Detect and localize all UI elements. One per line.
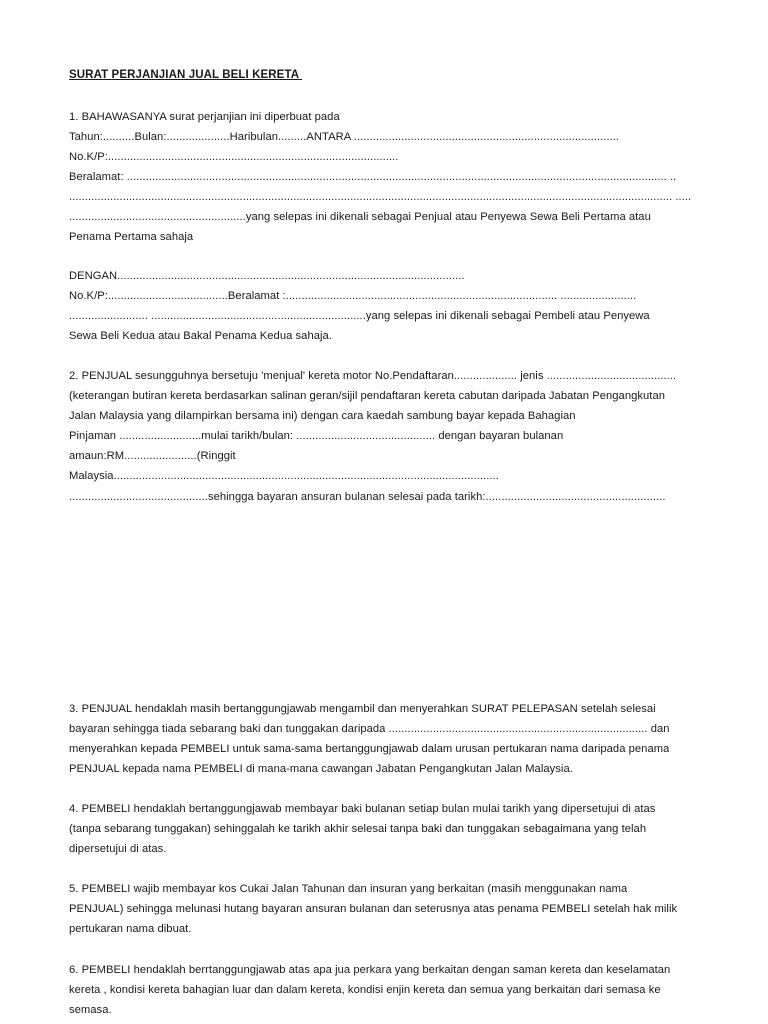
dengan-line-3: ......................... ....................................................................yang selepas ini dikenali sebagai Pembeli atau Penyewa bbox=[69, 310, 650, 322]
clause-5-line-3: pertukaran nama dibuat. bbox=[69, 923, 192, 935]
document-title: SURAT PERJANJIAN JUAL BELI KERETA bbox=[69, 69, 303, 81]
clause-5-line-2: PENJUAL) sehingga melunasi hutang bayaran ansuran bulanan dan seterusnya atas penama PEMBELI setelah hak milik bbox=[69, 903, 678, 915]
clause-1-line-5: ............................................................................................................................................................................................... ..... bbox=[69, 191, 692, 203]
clause-2-line-4: Pinjaman ..........................mulai tarikh/bulan: ............................................ dengan bayaran bulanan bbox=[69, 430, 564, 442]
clause-1-line-4: Beralamat: ........................................................................................................................................................................... .. bbox=[69, 171, 677, 183]
clause-4-line-2: (tanpa sebarang tunggakan) sehinggalah ke tarikh akhir selesai tanpa baki dan tunggakan sebagaimana yang telah bbox=[69, 823, 647, 835]
dengan-line-1: DENGAN.............................................................................................................. bbox=[69, 270, 465, 282]
clause-6-line-2: kereta , kondisi kereta bahagian luar dan dalam kereta, kondisi enjin kereta dan semua yang berkaitan dari semasa ke bbox=[69, 984, 661, 996]
clause-1-line-1: 1. BAHAWASANYA surat perjanjian ini diperbuat pada bbox=[69, 111, 340, 123]
clause-2-line-3: Jalan Malaysia yang dilampirkan bersama ini) dengan cara kaedah sambung bayar kepada Bahagian bbox=[69, 410, 576, 422]
clause-2-line-1: 2. PENJUAL sesungguhnya bersetuju 'menjual' kereta motor No.Pendaftaran.................... jenis ......................................... bbox=[69, 370, 677, 382]
clause-1-line-7: Penama Pertama sahaja bbox=[69, 231, 194, 243]
clause-2-line-7: ............................................sehingga bayaran ansuran bulanan selesai pada tarikh:......................................................... bbox=[69, 491, 666, 503]
dengan-line-2: No.K/P:......................................Beralamat :...................................................................................... ........................ bbox=[69, 290, 637, 302]
clause-6-line-3: semasa. bbox=[69, 1004, 112, 1016]
clause-6-line-1: 6. PEMBELI hendaklah berrtanggungjawab atas apa jua perkara yang berkaitan dengan saman kereta dan keselamatan bbox=[69, 964, 671, 976]
clause-2-line-6: Malaysia.......................................................................................................................... bbox=[69, 470, 499, 482]
clause-5-line-1: 5. PEMBELI wajib membayar kos Cukai Jalan Tahunan dan insuran yang berkaitan (masih menggunakan nama bbox=[69, 883, 628, 895]
clause-4-line-3: dipersetujui di atas. bbox=[69, 843, 167, 855]
clause-2-line-2: (keterangan butiran kereta berdasarkan salinan geran/sijil pendaftaran kereta cabutan daripada Jabatan Pengangkutan bbox=[69, 390, 665, 402]
clause-3-line-3: menyerahkan kepada PEMBELI untuk sama-sama bertanggungjawab dalam urusan pertukaran nama daripada penama bbox=[69, 743, 670, 755]
clause-1-line-3: No.K/P:............................................................................................ bbox=[69, 151, 399, 163]
clause-4-line-1: 4. PEMBELI hendaklah bertanggungjawab membayar baki bulanan setiap bulan mulai tarikh yang dipersetujui di atas bbox=[69, 803, 656, 815]
clause-3-line-2: bayaran sehingga tiada sebarang baki dan tunggakan daripada .................................................................................. dan bbox=[69, 723, 670, 735]
dengan-line-4: Sewa Beli Kedua atau Bakal Penama Kedua sahaja. bbox=[69, 330, 332, 342]
clause-3-line-4: PENJUAL kepada nama PEMBELI di mana-mana cawangan Jabatan Pengangkutan Jalan Malaysia. bbox=[69, 763, 573, 775]
clause-1-line-6: ........................................................yang selepas ini dikenali sebagai Penjual atau Penyewa Sewa Beli Pertama atau bbox=[69, 211, 651, 223]
clause-1-line-2: Tahun:..........Bulan:....................Haribulan.........ANTARA .................................................................................... bbox=[69, 131, 620, 143]
clause-3-line-1: 3. PENJUAL hendaklah masih bertanggungjawab mengambil dan menyerahkan SURAT PELEPASAN setelah selesai bbox=[69, 703, 656, 715]
clause-2-line-5: amaun:RM.......................(Ringgit bbox=[69, 450, 236, 462]
